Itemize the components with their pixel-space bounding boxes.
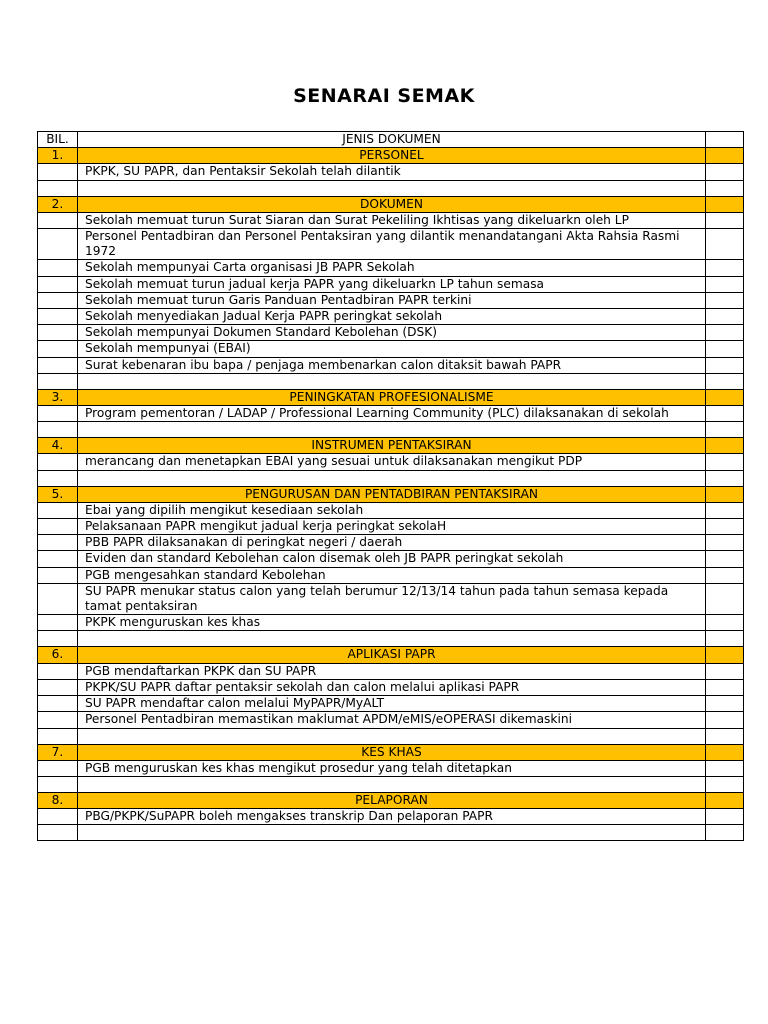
checkbox-cell[interactable] [706, 164, 744, 180]
blank-cell [38, 825, 78, 841]
section-number: 8. [38, 792, 78, 808]
section-title: KES KHAS [78, 744, 706, 760]
checkbox-cell[interactable] [706, 373, 744, 389]
blank-row [38, 422, 744, 438]
checkbox-cell[interactable] [706, 535, 744, 551]
checklist-item-row [38, 567, 744, 583]
blank-cell [78, 631, 706, 647]
item-number-cell [38, 696, 78, 712]
section-number: 5. [38, 486, 78, 502]
item-number-cell [38, 276, 78, 292]
section-row [38, 196, 744, 212]
item-number-cell [38, 309, 78, 325]
item-number-cell [38, 519, 78, 535]
section-row [38, 438, 744, 454]
checklist-item-text: Sekolah mempunyai Dokumen Standard Kebolehan (DSK) [78, 325, 706, 341]
checkbox-cell[interactable] [706, 341, 744, 357]
blank-cell [38, 728, 78, 744]
checklist-item-row [38, 502, 744, 518]
checkbox-cell[interactable] [706, 631, 744, 647]
blank-row [38, 776, 744, 792]
checklist-item-text: Eviden dan standard Kebolehan calon disemak oleh JB PAPR peringkat sekolah [78, 551, 706, 567]
checklist-item-row [38, 615, 744, 631]
checklist-item-row [38, 760, 744, 776]
item-number-cell [38, 567, 78, 583]
section-number: 7. [38, 744, 78, 760]
checkbox-cell[interactable] [706, 825, 744, 841]
checklist-item-row [38, 260, 744, 276]
item-number-cell [38, 341, 78, 357]
checkbox-cell[interactable] [706, 583, 744, 614]
blank-cell [38, 422, 78, 438]
checkbox-cell[interactable] [706, 502, 744, 518]
checklist-item-row [38, 229, 744, 260]
checkbox-cell[interactable] [706, 760, 744, 776]
blank-row [38, 180, 744, 196]
section-row [38, 792, 744, 808]
section-row [38, 647, 744, 663]
checkbox-cell[interactable] [706, 260, 744, 276]
checkbox-cell[interactable] [706, 148, 744, 164]
checkbox-cell[interactable] [706, 309, 744, 325]
checklist-item-row [38, 696, 744, 712]
checklist-item-row [38, 406, 744, 422]
blank-cell [78, 825, 706, 841]
item-number-cell [38, 357, 78, 373]
checklist-item-text: PGB menguruskan kes khas mengikut prosedur yang telah ditetapkan [78, 760, 706, 776]
item-number-cell [38, 551, 78, 567]
checklist-item-text: Sekolah mempunyai (EBAI) [78, 341, 706, 357]
checkbox-cell[interactable] [706, 519, 744, 535]
item-number-cell [38, 615, 78, 631]
checklist-item-row [38, 519, 744, 535]
checklist-item-row [38, 276, 744, 292]
page-title: SENARAI SEMAK [293, 85, 475, 107]
blank-cell [78, 422, 706, 438]
item-number-cell [38, 679, 78, 695]
checklist-item-text: PBB PAPR dilaksanakan di peringkat negeri / daerah [78, 535, 706, 551]
item-number-cell [38, 535, 78, 551]
checkbox-cell[interactable] [706, 776, 744, 792]
checklist-item-row [38, 341, 744, 357]
blank-cell [78, 180, 706, 196]
checklist-item-row [38, 535, 744, 551]
item-number-cell [38, 260, 78, 276]
checkbox-cell[interactable] [706, 389, 744, 405]
checklist-table [37, 131, 744, 841]
checklist-item-text: Pelaksanaan PAPR mengikut jadual kerja peringkat sekolaH [78, 519, 706, 535]
item-number-cell [38, 454, 78, 470]
checkbox-cell[interactable] [706, 728, 744, 744]
blank-row [38, 728, 744, 744]
checklist-item-text: PKPK, SU PAPR, dan Pentaksir Sekolah telah dilantik [78, 164, 706, 180]
section-title: PERSONEL [78, 148, 706, 164]
checklist-item-text: merancang dan menetapkan EBAI yang sesuai untuk dilaksanakan mengikut PDP [78, 454, 706, 470]
section-number: 1. [38, 148, 78, 164]
checklist-item-text: PBG/PKPK/SuPAPR boleh mengakses transkrip Dan pelaporan PAPR [78, 809, 706, 825]
checkbox-cell[interactable] [706, 470, 744, 486]
checklist-item-text: Surat kebenaran ibu bapa / penjaga membenarkan calon ditaksit bawah PAPR [78, 357, 706, 373]
item-number-cell [38, 760, 78, 776]
checklist-item-row [38, 583, 744, 614]
section-title: PENINGKATAN PROFESIONALISME [78, 389, 706, 405]
checklist-item-row [38, 309, 744, 325]
section-title: PENGURUSAN DAN PENTADBIRAN PENTAKSIRAN [78, 486, 706, 502]
blank-row [38, 825, 744, 841]
checklist-item-text: PKPK/SU PAPR daftar pentaksir sekolah dan calon melalui aplikasi PAPR [78, 679, 706, 695]
table-header-row [38, 132, 744, 148]
checkbox-cell[interactable] [706, 696, 744, 712]
checklist-item-text: PKPK menguruskan kes khas [78, 615, 706, 631]
checklist-item-text: Sekolah mempunyai Carta organisasi JB PAPR Sekolah [78, 260, 706, 276]
checkbox-cell[interactable] [706, 357, 744, 373]
checkbox-cell[interactable] [706, 325, 744, 341]
checkbox-cell[interactable] [706, 809, 744, 825]
section-title: INSTRUMEN PENTAKSIRAN [78, 438, 706, 454]
item-number-cell [38, 292, 78, 308]
checkbox-cell[interactable] [706, 276, 744, 292]
checkbox-cell[interactable] [706, 454, 744, 470]
checkbox-cell[interactable] [706, 422, 744, 438]
checkbox-cell[interactable] [706, 712, 744, 728]
item-number-cell [38, 164, 78, 180]
checkbox-cell[interactable] [706, 647, 744, 663]
section-number: 2. [38, 196, 78, 212]
checklist-item-row [38, 325, 744, 341]
blank-cell [38, 373, 78, 389]
checkbox-cell[interactable] [706, 180, 744, 196]
checklist-item-row [38, 663, 744, 679]
header-check-column [706, 132, 744, 148]
item-number-cell [38, 583, 78, 614]
item-number-cell [38, 809, 78, 825]
checklist-item-text: Sekolah memuat turun Surat Siaran dan Surat Pekeliling Ikhtisas yang dikeluarkn oleh LP [78, 212, 706, 228]
checklist-item-text: SU PAPR menukar status calon yang telah berumur 12/13/14 tahun pada tahun semasa kepada tamat pentaksiran [78, 583, 706, 614]
checklist-item-row [38, 809, 744, 825]
checklist-item-row [38, 454, 744, 470]
checklist-item-row [38, 679, 744, 695]
checklist-item-text: Personel Pentadbiran memastikan maklumat APDM/eMIS/eOPERASI dikemaskini [78, 712, 706, 728]
header-number: BIL. [38, 132, 78, 148]
section-row [38, 744, 744, 760]
blank-cell [38, 470, 78, 486]
section-number: 4. [38, 438, 78, 454]
checkbox-cell[interactable] [706, 486, 744, 502]
item-number-cell [38, 502, 78, 518]
checklist-item-text: SU PAPR mendaftar calon melalui MyPAPR/MyALT [78, 696, 706, 712]
checklist-item-text: Program pementoran / LADAP / Professional Learning Community (PLC) dilaksanakan di sekolah [78, 406, 706, 422]
blank-cell [78, 373, 706, 389]
checklist-item-row [38, 212, 744, 228]
section-row [38, 148, 744, 164]
checklist-item-text: Sekolah memuat turun Garis Panduan Pentadbiran PAPR terkini [78, 292, 706, 308]
checkbox-cell[interactable] [706, 406, 744, 422]
checkbox-cell[interactable] [706, 196, 744, 212]
item-number-cell [38, 229, 78, 260]
item-number-cell [38, 712, 78, 728]
section-title: PELAPORAN [78, 792, 706, 808]
checkbox-cell[interactable] [706, 792, 744, 808]
checklist-item-text: Sekolah memuat turun jadual kerja PAPR yang dikeluarkn LP tahun semasa [78, 276, 706, 292]
checkbox-cell[interactable] [706, 438, 744, 454]
checklist-item-text: Personel Pentadbiran dan Personel Pentaksiran yang dilantik menandatangani Akta Rahsia Rasmi 1972 [78, 229, 706, 260]
blank-cell [38, 631, 78, 647]
checklist-item-row [38, 551, 744, 567]
blank-cell [78, 470, 706, 486]
checklist-body [38, 132, 744, 841]
checklist-item-row [38, 357, 744, 373]
section-row [38, 486, 744, 502]
section-number: 6. [38, 647, 78, 663]
item-number-cell [38, 406, 78, 422]
blank-cell [38, 776, 78, 792]
checklist-item-text: PGB mengesahkan standard Kebolehan [78, 567, 706, 583]
section-title: DOKUMEN [78, 196, 706, 212]
checklist-item-text: Sekolah menyediakan Jadual Kerja PAPR peringkat sekolah [78, 309, 706, 325]
section-number: 3. [38, 389, 78, 405]
checklist-item-row [38, 164, 744, 180]
blank-row [38, 470, 744, 486]
header-document-type: JENIS DOKUMEN [78, 132, 706, 148]
section-row [38, 389, 744, 405]
checkbox-cell[interactable] [706, 679, 744, 695]
item-number-cell [38, 663, 78, 679]
checklist-item-text: PGB mendaftarkan PKPK dan SU PAPR [78, 663, 706, 679]
checklist-item-row [38, 712, 744, 728]
checkbox-cell[interactable] [706, 292, 744, 308]
checklist-item-row [38, 292, 744, 308]
blank-row [38, 373, 744, 389]
checkbox-cell[interactable] [706, 615, 744, 631]
checklist-item-text: Ebai yang dipilih mengikut kesediaan sekolah [78, 502, 706, 518]
checkbox-cell[interactable] [706, 744, 744, 760]
checkbox-cell[interactable] [706, 567, 744, 583]
checkbox-cell[interactable] [706, 663, 744, 679]
blank-cell [38, 180, 78, 196]
checkbox-cell[interactable] [706, 212, 744, 228]
section-title: APLIKASI PAPR [78, 647, 706, 663]
checkbox-cell[interactable] [706, 229, 744, 260]
item-number-cell [38, 212, 78, 228]
blank-row [38, 631, 744, 647]
blank-cell [78, 776, 706, 792]
blank-cell [78, 728, 706, 744]
item-number-cell [38, 325, 78, 341]
checkbox-cell[interactable] [706, 551, 744, 567]
